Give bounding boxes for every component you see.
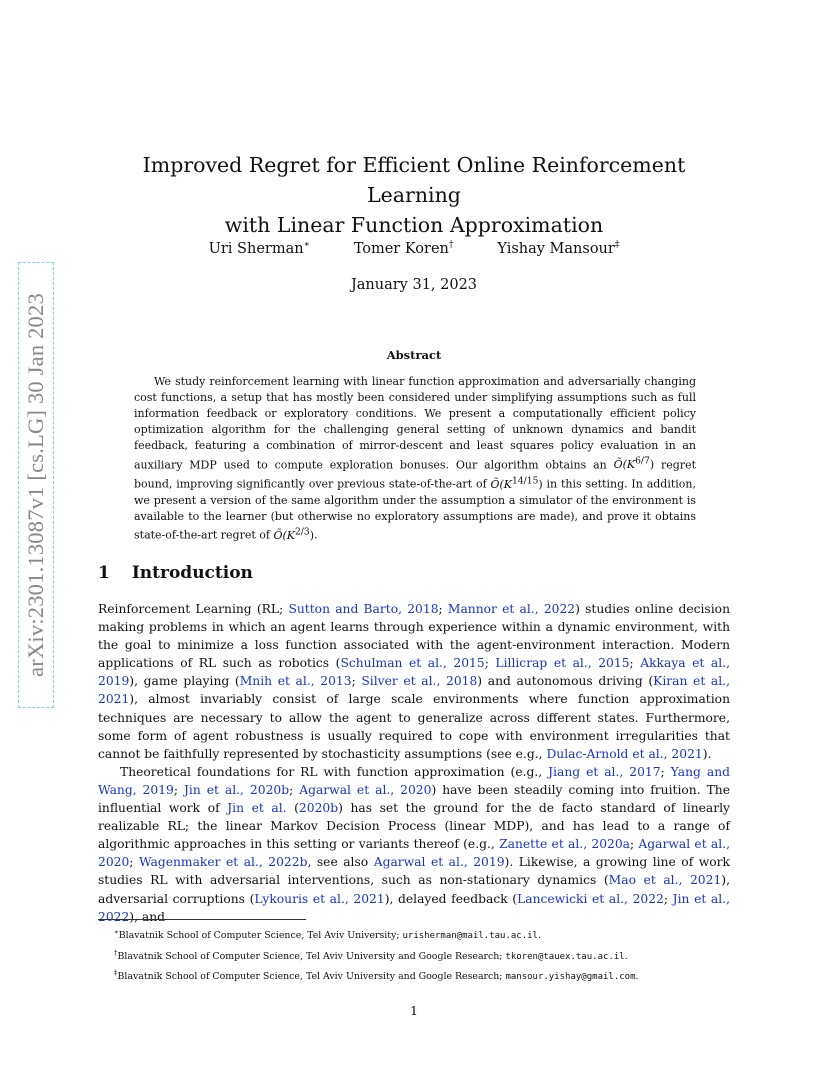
text-segment: ), adversarial corruptions ( bbox=[98, 873, 730, 906]
math-paren: ) bbox=[309, 529, 315, 543]
abstract-segment: . bbox=[314, 529, 318, 543]
text-segment: ; bbox=[351, 674, 362, 689]
abstract-text bbox=[134, 374, 696, 544]
text-segment: ). bbox=[702, 746, 712, 761]
author bbox=[497, 240, 619, 257]
citation-link[interactable]: Schulman et al., 2015 bbox=[340, 656, 485, 671]
footnote-divider bbox=[98, 919, 306, 920]
math-exponent: 14/15 bbox=[512, 475, 539, 487]
text-segment: ; bbox=[663, 891, 673, 906]
text-segment: ) has set the ground for the de facto standard of linearly realizable RL; the linear Markov Decision Process (linear MDP), and has lead to a range of algorithmic approaches in this setting or variants thereof (e.g., bbox=[98, 801, 731, 852]
citation-link[interactable]: Yang and Wang, 2019 bbox=[98, 764, 730, 797]
text-segment: Theoretical foundations for RL with function approximation (e.g., bbox=[120, 764, 549, 779]
text-segment: ; bbox=[129, 855, 139, 870]
publication-date: January 31, 2023 bbox=[350, 277, 478, 293]
abstract-segment: regret bound, improving significantly over previous state-of-the-art of bbox=[134, 458, 696, 491]
math-exponent: 6/7 bbox=[635, 455, 650, 467]
math-term: Õ(K bbox=[273, 529, 295, 543]
footnote bbox=[114, 965, 734, 986]
citation-link[interactable]: Jiang et al., 2017 bbox=[548, 764, 661, 779]
author-mark: † bbox=[448, 240, 454, 250]
author-name: Yishay Mansour bbox=[497, 241, 615, 257]
paragraph bbox=[98, 763, 730, 926]
text-segment: ; bbox=[173, 782, 184, 797]
abstract-heading: Abstract bbox=[386, 348, 442, 362]
text-segment: ; bbox=[630, 837, 639, 852]
footnote-mark: ‡ bbox=[114, 969, 118, 977]
title-line-2: with Linear Function Approximation bbox=[224, 213, 604, 237]
section-title: Introduction bbox=[131, 563, 253, 583]
math-expression bbox=[273, 526, 315, 543]
page-number: 1 bbox=[410, 1003, 418, 1018]
citation-link[interactable]: Lancewicki et al., 2022 bbox=[517, 891, 664, 906]
footnotes bbox=[114, 924, 734, 986]
citation-link[interactable]: Dulac-Arnold et al., 2021 bbox=[546, 746, 703, 761]
footnote-email: tkoren@tauex.tau.ac.il bbox=[505, 951, 625, 962]
citation-link[interactable]: Mao et al., 2021 bbox=[608, 873, 722, 888]
text-segment: ; bbox=[484, 656, 496, 671]
footnote-mark: † bbox=[114, 948, 118, 957]
abstract-segment: We study reinforcement learning with linear function approximation and adversarially changing cost functions, a setup that has mostly been considered under simplifying assumptions such as full information feedback or exploratory conditions. We present a computationally efficient policy optimization algorithm for the challenging general setting of unknown dynamics and bandit feedback, featuring a combination of mirror-descent and least squares policy evaluation in an auxiliary MDP used to compute exploration bonuses. Our algorithm obtains an bbox=[134, 375, 696, 472]
citation-link[interactable]: Agarwal et al., 2020 bbox=[299, 782, 432, 797]
author-mark: ‡ bbox=[614, 240, 620, 250]
text-segment: ). Likewise, a growing line of work studies RL with adversarial interventions, such as non-stationary dynamics ( bbox=[98, 855, 730, 888]
author bbox=[209, 240, 310, 257]
text-segment: ; bbox=[660, 764, 671, 779]
math-expression bbox=[490, 475, 543, 491]
section-heading bbox=[98, 563, 253, 583]
text-segment: , see also bbox=[307, 855, 374, 870]
citation-link[interactable]: Agarwal et al., 2020 bbox=[98, 837, 730, 870]
math-expression bbox=[613, 455, 655, 472]
citation-link[interactable]: Kiran et al., 2021 bbox=[98, 674, 730, 707]
text-segment: ; bbox=[438, 602, 448, 616]
citation-link[interactable]: Wagenmaker et al., 2022b bbox=[138, 855, 308, 870]
citation-link[interactable]: 2020b bbox=[298, 801, 339, 816]
footnote-mark: ∗ bbox=[114, 928, 119, 936]
author-mark: ∗ bbox=[303, 240, 310, 250]
footnote-text: Blavatnik School of Computer Science, Tel Aviv University and Google Research; bbox=[117, 950, 506, 962]
author bbox=[354, 240, 454, 257]
citation-link[interactable]: Zanette et al., 2020a bbox=[499, 837, 631, 852]
text-segment: Reinforcement Learning (RL; bbox=[98, 602, 289, 616]
paragraph bbox=[98, 600, 730, 763]
text-segment: ), almost invariably consist of large scale environments where function approximation techniques are necessary to allow the agent to generalize across different states. Furthermore, some form of agent robustness is usually required to cope with environment irregularities that cannot be faithfully represented by stochasticity assumptions (see e.g., bbox=[98, 692, 730, 761]
citation-link[interactable]: Jin et al. bbox=[227, 801, 287, 816]
citation-link[interactable]: Jin et al., 2022 bbox=[98, 891, 730, 924]
citation-link[interactable]: Lykouris et al., 2021 bbox=[254, 891, 385, 906]
footnote-end: . bbox=[537, 930, 541, 941]
author-name: Tomer Koren bbox=[353, 241, 449, 257]
citation-link[interactable]: Akkaya et al., 2019 bbox=[98, 656, 731, 689]
section-number: 1 bbox=[98, 563, 110, 583]
footnote-text: Blavatnik School of Computer Science, Tel Aviv University and Google Research; bbox=[117, 971, 506, 982]
abstract-segment: in this setting. In addition, we present a version of the same algorithm under the assumption a simulator of the environment is available to the learner (but otherwise no exploratory assumptions are made), and prove it obtains state-of-the-art regret of bbox=[134, 477, 696, 543]
arxiv-stamp bbox=[18, 262, 54, 708]
text-segment: ; bbox=[629, 656, 641, 671]
text-segment: ; bbox=[289, 782, 300, 797]
footnote-end: . bbox=[624, 950, 628, 962]
citation-link[interactable]: Jin et al., 2020b bbox=[183, 782, 290, 797]
footnote bbox=[114, 924, 734, 945]
math-term: Õ(K bbox=[490, 477, 513, 491]
text-segment: ), and bbox=[129, 909, 166, 924]
introduction-body bbox=[98, 600, 730, 926]
math-paren: ) bbox=[649, 458, 655, 472]
text-segment: ( bbox=[286, 801, 299, 816]
citation-link[interactable]: Sutton and Barto, 2018 bbox=[288, 602, 439, 616]
citation-link[interactable]: Lillicrap et al., 2015 bbox=[495, 656, 630, 671]
math-exponent: 2/3 bbox=[294, 526, 310, 538]
author-name: Uri Sherman bbox=[208, 241, 304, 257]
footnote-email: mansour.yishay@gmail.com bbox=[505, 972, 636, 982]
text-segment: ) studies online decision making problems in which an agent learns through experience within a dynamic environment, with the goal to minimize a loss function associated with the agent-environment interaction. Modern applications of RL such as robotics ( bbox=[98, 602, 730, 671]
footnote-end: . bbox=[635, 971, 639, 982]
citation-link[interactable]: Mannor et al., 2022 bbox=[447, 602, 576, 616]
paper-title bbox=[96, 150, 732, 240]
footnote bbox=[114, 945, 734, 966]
text-segment: ) have been steadily coming into fruition. The influential work of bbox=[98, 782, 730, 816]
citation-link[interactable]: Silver et al., 2018 bbox=[361, 674, 478, 689]
citation-link[interactable]: Mnih et al., 2013 bbox=[239, 674, 352, 689]
arxiv-identifier: arXiv:2301.13087v1 [cs.LG] 30 Jan 2023 bbox=[23, 293, 49, 677]
math-paren: ) bbox=[538, 477, 543, 491]
text-segment: ), game playing ( bbox=[129, 674, 240, 689]
title-line-1: Improved Regret for Efficient Online Reinforcement Learning bbox=[142, 153, 686, 207]
footnote-text: Blavatnik School of Computer Science, Tel Aviv University; bbox=[118, 930, 403, 941]
footnote-email: urisherman@mail.tau.ac.il bbox=[402, 931, 538, 941]
author-list bbox=[96, 240, 732, 257]
text-segment: ), delayed feedback ( bbox=[384, 891, 518, 906]
citation-link[interactable]: Agarwal et al., 2019 bbox=[373, 855, 505, 870]
text-segment: ) and autonomous driving ( bbox=[477, 674, 654, 689]
math-term: Õ(K bbox=[613, 458, 636, 472]
